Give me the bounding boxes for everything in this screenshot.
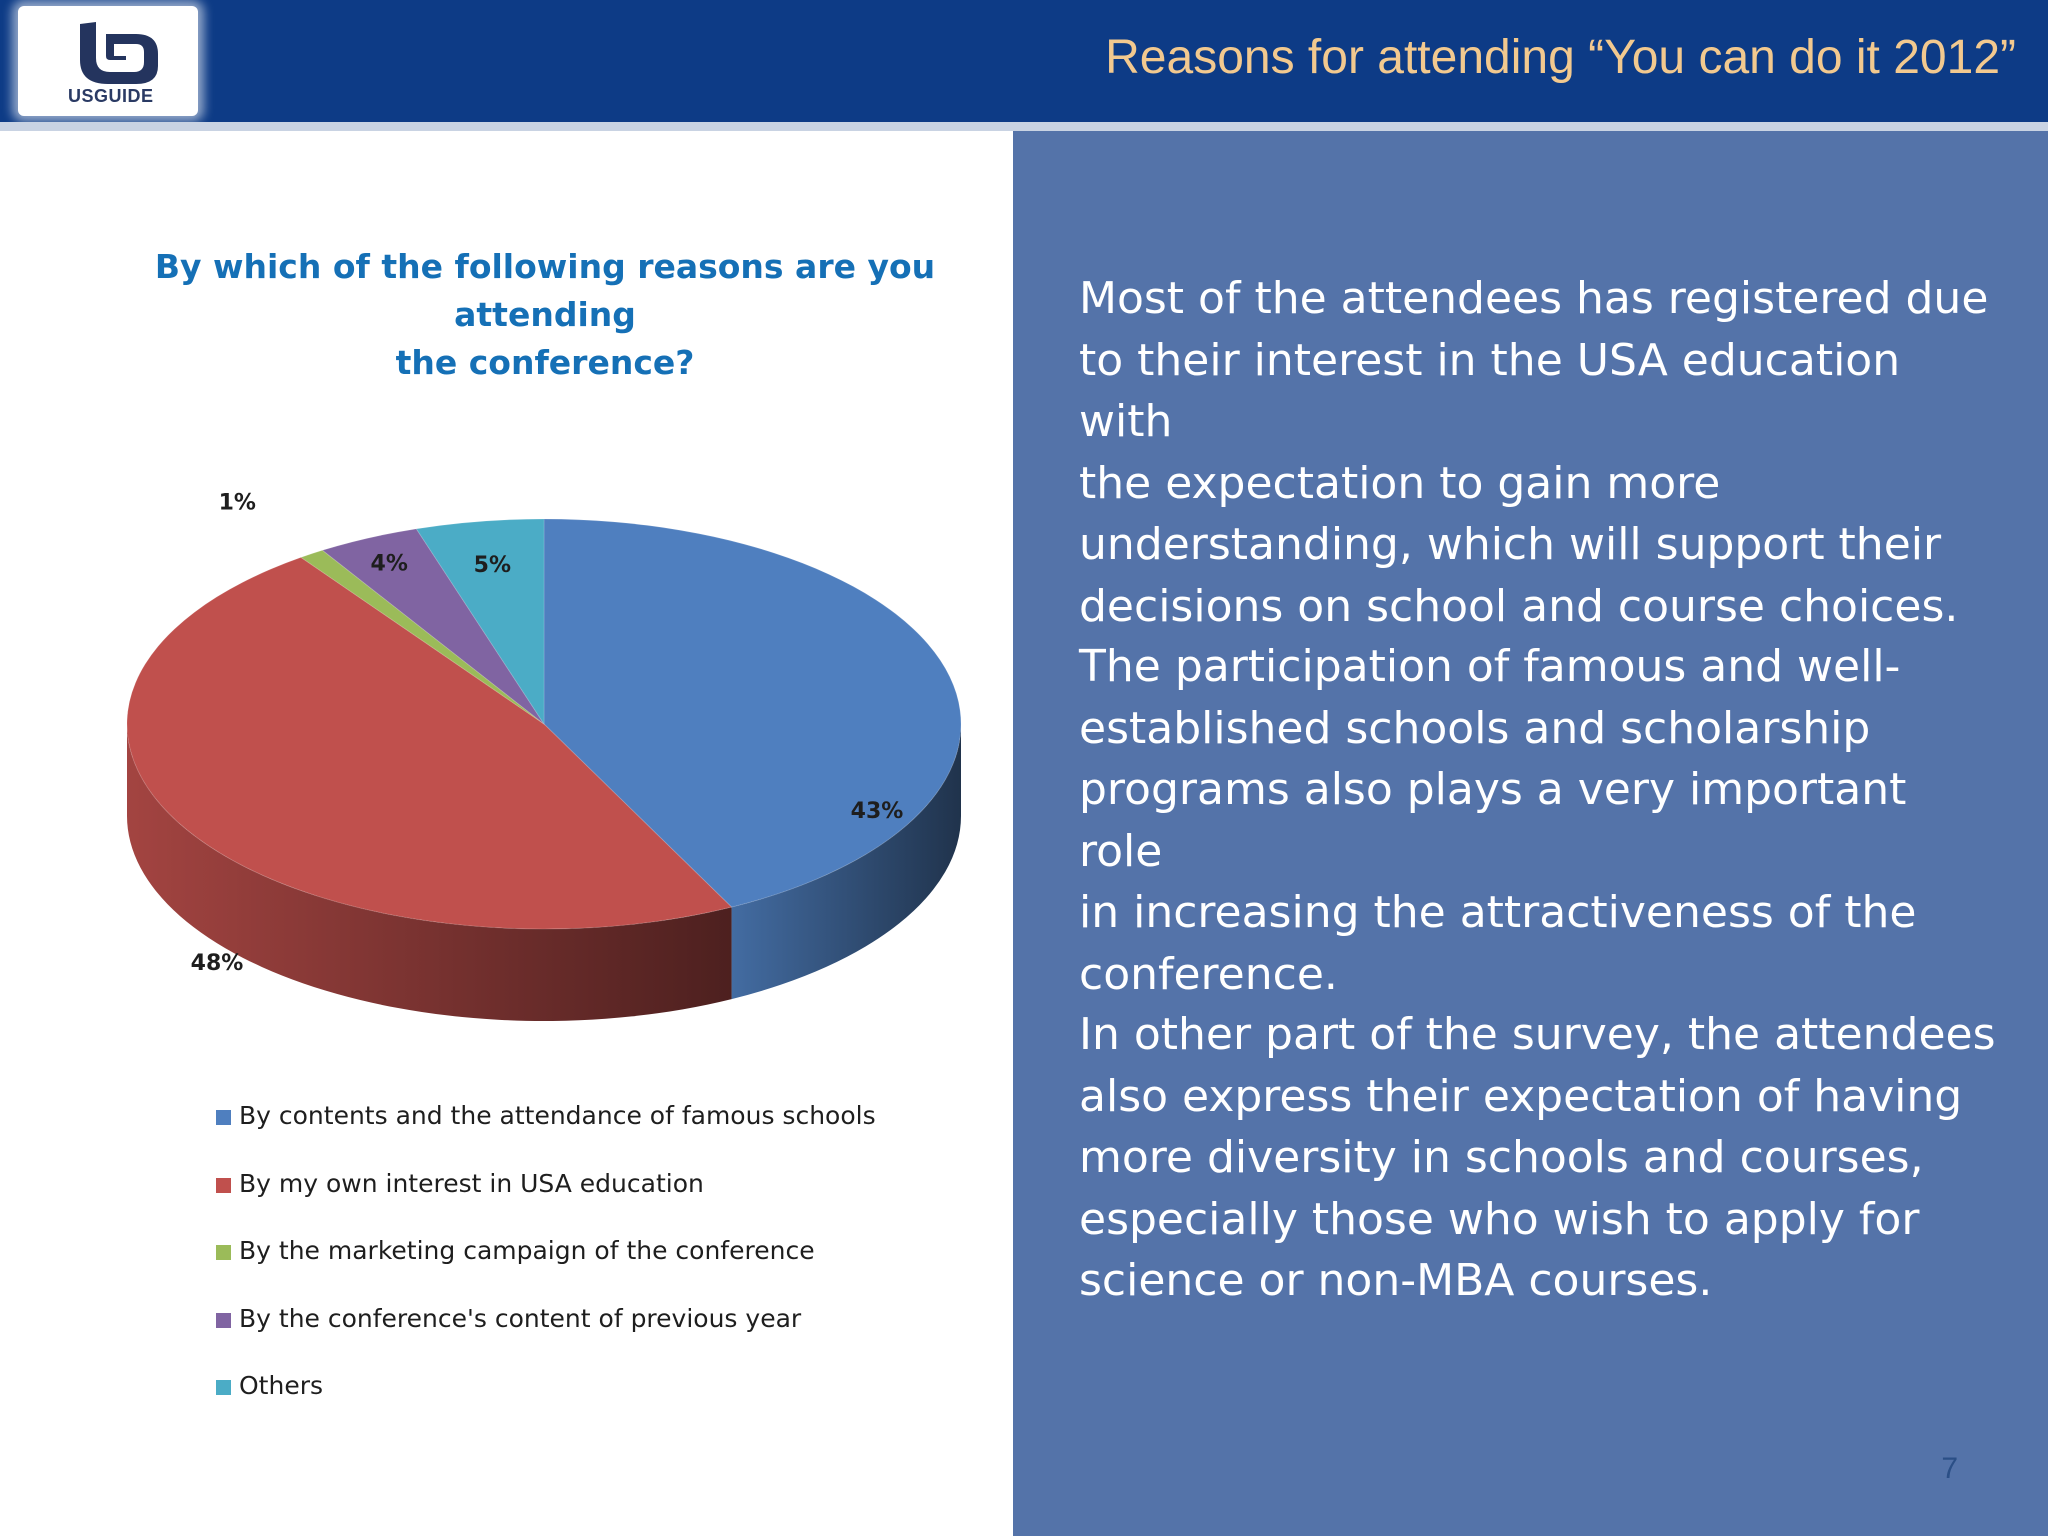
pie-data-label: 4% [370,551,408,577]
legend-item [216,1304,876,1372]
pie-data-label: 43% [850,799,904,824]
text-panel [1013,131,2048,1536]
legend-item [216,1236,876,1304]
panel-paragraph [1079,268,1999,637]
pie-data-label: 48% [190,951,244,976]
legend-label: Others [239,1371,324,1400]
legend-item [216,1371,876,1439]
legend-label: By contents and the attendance of famous schools [239,1101,876,1130]
panel-paragraph [1079,636,1999,1005]
chart-title-line: the conference? [395,343,695,382]
legend-item [216,1169,876,1237]
header-bar [0,0,2048,122]
panel-line: science or non-MBA courses. [1079,1255,1713,1306]
legend-swatch [216,1313,231,1328]
panel-paragraph [1079,1004,1999,1312]
panel-line: established schools and scholarship [1079,702,1871,754]
panel-line: to their interest in the USA education with [1079,334,1901,447]
panel-line: understanding, which will support their [1079,519,1942,570]
pie-data-label: 5% [473,552,512,578]
header-divider [0,122,2048,131]
panel-line: programs also plays a very important role [1079,764,1907,877]
legend-item [216,1101,876,1169]
panel-line: The participation of famous and well- [1079,641,1901,692]
legend-label: By the marketing campaign of the conference [239,1236,815,1265]
panel-line: conference. [1079,948,1338,1000]
panel-line: the expectation to gain more [1079,457,1721,509]
logo-text: USGUIDE [68,86,154,106]
legend-swatch [216,1380,231,1395]
legend-swatch [216,1178,231,1193]
logo [18,6,198,116]
slide-title: Reasons for attending “You can do it 2012” [1105,31,2016,84]
panel-line: Most of the attendees has registered due [1079,273,1989,324]
panel-line: in increasing the attractiveness of the [1079,887,1917,938]
chart-area [0,131,1012,1536]
legend-label: By my own interest in USA education [239,1168,704,1198]
pie-chart [0,131,1012,1091]
legend-swatch [216,1110,231,1125]
page-number: 7 [1941,1452,1958,1485]
panel-line: decisions on school and course choices. [1079,580,1959,632]
chart-title-line: By which of the following reasons are you attending [154,247,936,334]
pie-data-label: 1% [218,490,256,516]
panel-line: also express their expectation of having [1079,1070,1963,1122]
chart-legend [216,1101,876,1439]
legend-swatch [216,1245,231,1260]
panel-line: In other part of the survey, the attendees [1079,1009,1996,1060]
panel-line: more diversity in schools and courses, [1079,1132,1924,1183]
legend-label: By the conference's content of previous year [239,1303,802,1333]
panel-line: especially those who wish to apply for [1079,1193,1920,1245]
